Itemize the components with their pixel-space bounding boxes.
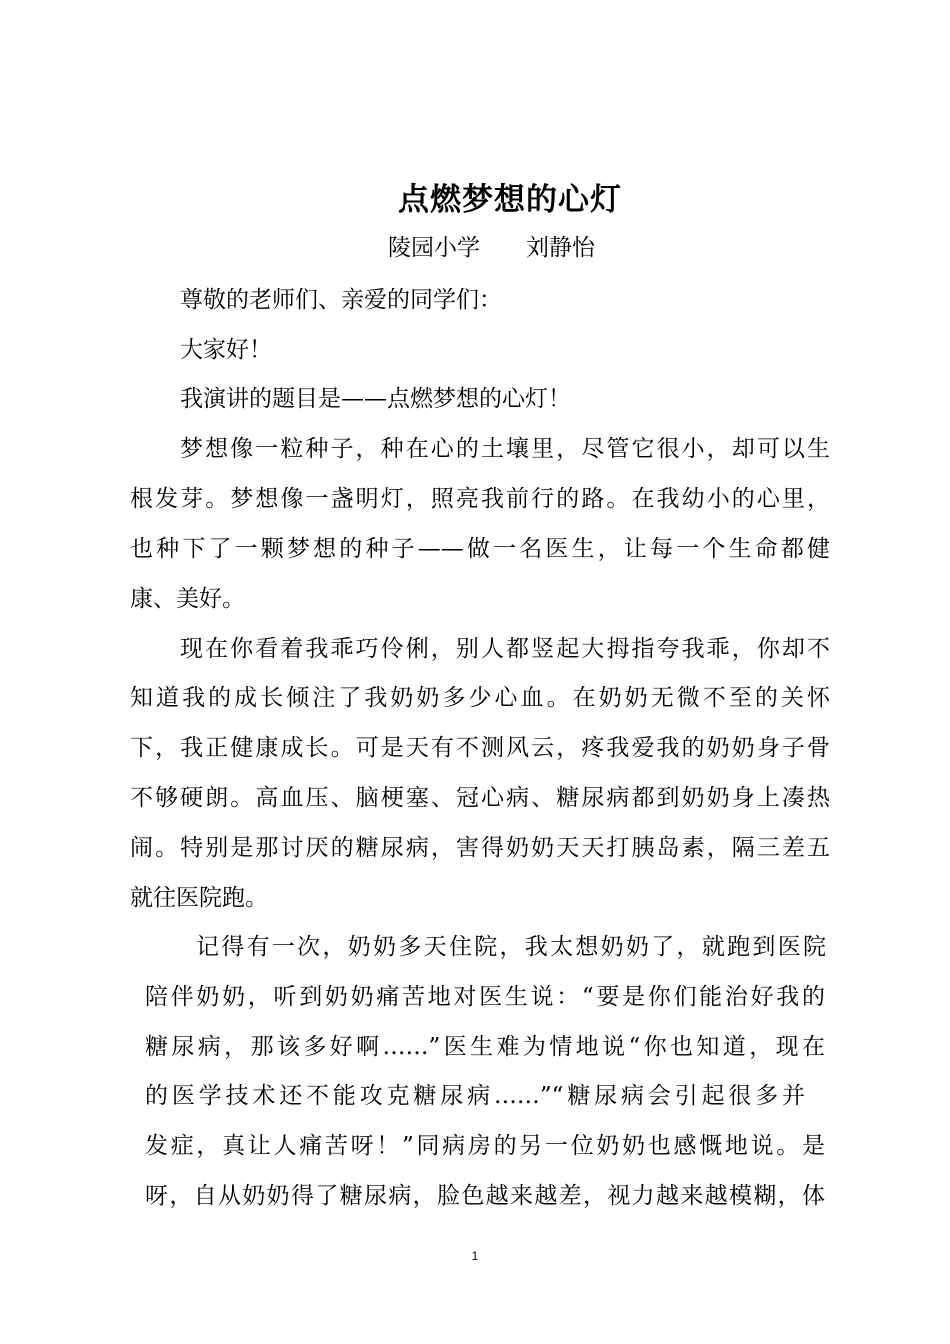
body-line: 就往医院跑。 — [130, 885, 268, 911]
body-line: 糖尿病，那该多好啊……”医生难为情地说“你也知道，现在 — [145, 1034, 825, 1060]
body-line: 的医学技术还不能攻克糖尿病……”“糖尿病会引起很多并 — [145, 1083, 805, 1109]
body-line: 不够硬朗。高血压、脑梗塞、冠心病、糖尿病都到奶奶身上凑热 — [130, 785, 830, 811]
body-line: 也种下了一颗梦想的种子——做一名医生，让每一个生命都健 — [130, 536, 830, 562]
document-title: 点燃梦想的心灯 — [398, 182, 622, 218]
body-line: 陪伴奶奶，听到奶奶痛苦地对医生说：“要是你们能治好我的 — [145, 984, 825, 1010]
body-line: 现在你看着我乖巧伶俐，别人都竖起大拇指夸我乖，你却不 — [180, 636, 830, 662]
body-line: 根发芽。梦想像一盏明灯，照亮我前行的路。在我幼小的心里， — [130, 486, 830, 512]
topic-line: 我演讲的题目是——点燃梦想的心灯！ — [180, 386, 571, 412]
body-line: 梦想像一粒种子，种在心的土壤里，尽管它很小，却可以生 — [180, 436, 830, 462]
document-byline: 陵园小学 刘静怡 — [388, 235, 595, 261]
salutation-line: 尊敬的老师们、亲爱的同学们： — [180, 287, 502, 313]
body-line: 闹。特别是那讨厌的糖尿病，害得奶奶天天打胰岛素，隔三差五 — [130, 835, 830, 861]
body-line: 下，我正健康成长。可是天有不测风云，疼我爱我的奶奶身子骨 — [130, 735, 830, 761]
body-line: 康、美好。 — [130, 586, 245, 612]
body-line: 发症，真让人痛苦呀！”同病房的另一位奶奶也感慨地说。是 — [145, 1133, 825, 1159]
body-line: 知道我的成长倾注了我奶奶多少心血。在奶奶无微不至的关怀 — [130, 685, 830, 711]
page-number: 1 — [471, 1249, 479, 1263]
body-line: 呀，自从奶奶得了糖尿病，脸色越来越差，视力越来越模糊，体 — [145, 1183, 825, 1209]
greeting-line: 大家好！ — [180, 337, 272, 363]
body-line: 记得有一次，奶奶多天住院，我太想奶奶了，就跑到医院 — [196, 934, 826, 960]
